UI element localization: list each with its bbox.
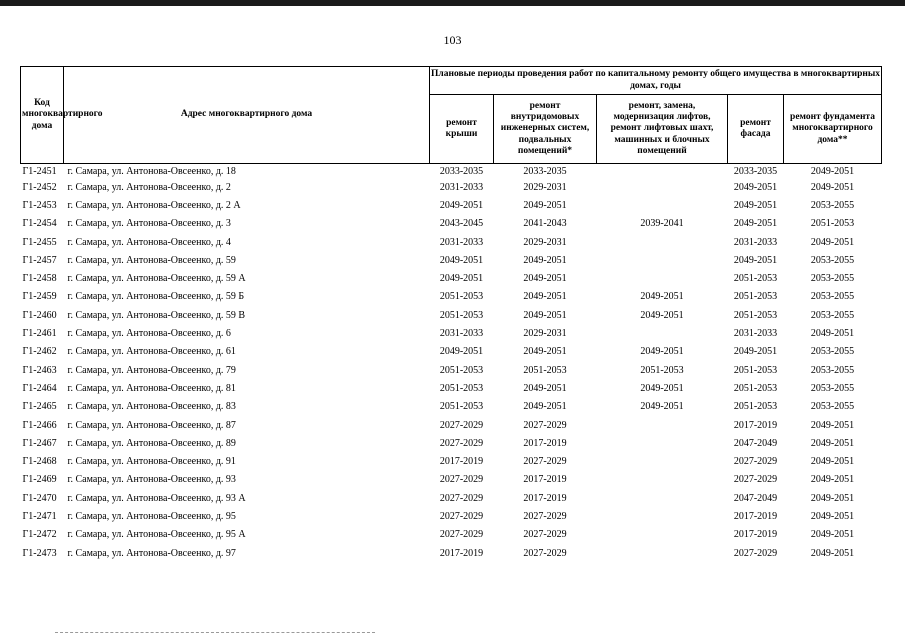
facade-repair-cell: 2051-2053 [733, 309, 778, 321]
table-row [21, 434, 882, 452]
address-cell: г. Самара, ул. Антонова-Овсеенко, д. 93 А [67, 492, 246, 504]
header-roof: ремонт крыши [430, 95, 494, 164]
foundation-repair-cell: 2049-2051 [810, 437, 855, 449]
address-cell: г. Самара, ул. Антонова-Овсеенко, д. 2 [67, 181, 231, 193]
facade-repair-cell: 2051-2053 [733, 291, 778, 303]
address-cell: г. Самара, ул. Антонова-Овсеенко, д. 95 [67, 510, 236, 522]
table-row [21, 288, 882, 306]
table-row [21, 452, 882, 470]
facade-repair-cell: 2027-2029 [733, 456, 778, 468]
foundation-repair-cell: 2049-2051 [810, 456, 855, 468]
house-code-cell: Г1-2472 [22, 529, 57, 541]
lift-repair-cell [597, 196, 728, 214]
house-code-cell: Г1-2466 [22, 419, 57, 431]
facade-repair-cell: 2017-2019 [733, 529, 778, 541]
house-code-cell: Г1-2459 [22, 291, 57, 303]
table-row [21, 164, 882, 179]
foundation-repair-cell: 2053-2055 [810, 309, 855, 321]
roof-repair-cell: 2051-2053 [439, 291, 484, 303]
roof-repair-cell: 2031-2033 [439, 328, 484, 340]
facade-repair-cell: 2027-2029 [733, 547, 778, 559]
foundation-repair-cell: 2053-2055 [810, 199, 855, 211]
house-code-cell: Г1-2471 [22, 510, 57, 522]
facade-repair-cell: 2051-2053 [733, 364, 778, 376]
address-cell: г. Самара, ул. Антонова-Овсеенко, д. 61 [67, 346, 236, 358]
facade-repair-cell: 2049-2051 [733, 346, 778, 358]
systems-repair-cell: 2027-2029 [523, 547, 567, 559]
table-body [21, 164, 882, 563]
foundation-repair-cell: 2049-2051 [810, 419, 855, 431]
systems-repair-cell: 2029-2031 [523, 328, 567, 340]
house-code-cell: Г1-2468 [22, 456, 57, 468]
lift-repair-cell [597, 489, 728, 507]
address-cell: г. Самара, ул. Антонова-Овсеенко, д. 59 В [67, 309, 246, 321]
foundation-repair-cell: 2051-2053 [810, 218, 855, 230]
foundation-repair-cell: 2053-2055 [810, 346, 855, 358]
address-cell: г. Самара, ул. Антонова-Овсеенко, д. 79 [67, 364, 236, 376]
table-row [21, 196, 882, 214]
roof-repair-cell: 2017-2019 [439, 547, 484, 559]
address-cell: г. Самара, ул. Антонова-Овсеенко, д. 6 [67, 328, 231, 340]
facade-repair-cell: 2049-2051 [733, 218, 778, 230]
facade-repair-cell: 2031-2033 [733, 328, 778, 340]
address-cell: г. Самара, ул. Антонова-Овсеенко, д. 87 [67, 419, 236, 431]
roof-repair-cell: 2027-2029 [439, 437, 484, 449]
systems-repair-cell: 2049-2051 [523, 346, 567, 358]
roof-repair-cell: 2049-2051 [439, 346, 484, 358]
header-foundation: ремонт фундамента многоквартирного дома** [784, 95, 882, 164]
house-code-cell: Г1-2463 [22, 364, 57, 376]
roof-repair-cell: 2049-2051 [439, 273, 484, 285]
lift-repair-cell [597, 471, 728, 489]
foundation-repair-cell: 2053-2055 [810, 291, 855, 303]
address-cell: г. Самара, ул. Антонова-Овсеенко, д. 59 [67, 254, 236, 266]
table-row [21, 489, 882, 507]
roof-repair-cell: 2051-2053 [439, 364, 484, 376]
house-code-cell: Г1-2455 [22, 236, 57, 248]
foundation-repair-cell: 2049-2051 [810, 492, 855, 504]
roof-repair-cell: 2027-2029 [439, 529, 484, 541]
house-code-cell: Г1-2460 [22, 309, 57, 321]
roof-repair-cell: 2031-2033 [439, 236, 484, 248]
table-row [21, 306, 882, 324]
roof-repair-cell: 2027-2029 [439, 474, 484, 486]
roof-repair-cell: 2043-2045 [439, 218, 484, 230]
address-cell: г. Самара, ул. Антонова-Овсеенко, д. 97 [67, 547, 236, 559]
table-row [21, 526, 882, 544]
house-code-cell: Г1-2470 [22, 492, 57, 504]
lift-repair-cell [597, 526, 728, 544]
roof-repair-cell: 2033-2035 [439, 165, 484, 177]
systems-repair-cell: 2017-2019 [523, 437, 567, 449]
house-code-cell: Г1-2462 [22, 346, 57, 358]
address-cell: г. Самара, ул. Антонова-Овсеенко, д. 4 [67, 236, 231, 248]
table-row [21, 471, 882, 489]
systems-repair-cell: 2051-2053 [523, 364, 567, 376]
systems-repair-cell: 2017-2019 [523, 474, 567, 486]
facade-repair-cell: 2051-2053 [733, 382, 778, 394]
table-row [21, 379, 882, 397]
house-code-cell: Г1-2451 [22, 165, 57, 177]
foundation-repair-cell: 2049-2051 [810, 474, 855, 486]
systems-repair-cell: 2049-2051 [523, 291, 567, 303]
house-code-cell: Г1-2452 [22, 181, 57, 193]
house-code-cell: Г1-2458 [22, 273, 57, 285]
address-cell: г. Самара, ул. Антонова-Овсеенко, д. 83 [67, 401, 236, 413]
foundation-repair-cell: 2053-2055 [810, 364, 855, 376]
footer-rule [55, 632, 375, 633]
house-code-cell: Г1-2469 [22, 474, 57, 486]
facade-repair-cell: 2047-2049 [733, 492, 778, 504]
facade-repair-cell: 2049-2051 [733, 181, 778, 193]
foundation-repair-cell: 2049-2051 [810, 547, 855, 559]
table-row [21, 416, 882, 434]
roof-repair-cell: 2027-2029 [439, 419, 484, 431]
page-number: 103 [443, 33, 462, 47]
facade-repair-cell: 2051-2053 [733, 401, 778, 413]
lift-repair-cell [597, 324, 728, 342]
lift-repair-cell [597, 251, 728, 269]
lift-repair-cell: 2049-2051 [640, 401, 684, 413]
address-cell: г. Самара, ул. Антонова-Овсеенко, д. 3 [67, 218, 231, 230]
foundation-repair-cell: 2049-2051 [810, 165, 855, 177]
lift-repair-cell [597, 452, 728, 470]
facade-repair-cell: 2047-2049 [733, 437, 778, 449]
table-row [21, 215, 882, 233]
lift-repair-cell [597, 269, 728, 287]
lift-repair-cell: 2051-2053 [640, 364, 684, 376]
systems-repair-cell: 2049-2051 [523, 254, 567, 266]
house-code-cell: Г1-2461 [22, 328, 57, 340]
foundation-repair-cell: 2049-2051 [810, 181, 855, 193]
systems-repair-cell: 2017-2019 [523, 492, 567, 504]
table-row [21, 324, 882, 342]
address-cell: г. Самара, ул. Антонова-Овсеенко, д. 89 [67, 437, 236, 449]
roof-repair-cell: 2051-2053 [439, 309, 484, 321]
house-code-cell: Г1-2465 [22, 401, 57, 413]
lift-repair-cell: 2039-2041 [640, 218, 684, 230]
foundation-repair-cell: 2053-2055 [810, 254, 855, 266]
house-code-cell: Г1-2457 [22, 254, 57, 266]
lift-repair-cell: 2049-2051 [640, 346, 684, 358]
lift-repair-cell: 2049-2051 [640, 309, 684, 321]
table-row [21, 251, 882, 269]
scan-top-border [0, 0, 905, 6]
table-row [21, 233, 882, 251]
header-code: Код многоквартирного дома [21, 67, 64, 164]
lift-repair-cell [597, 434, 728, 452]
address-cell: г. Самара, ул. Антонова-Овсеенко, д. 81 [67, 382, 236, 394]
roof-repair-cell: 2027-2029 [439, 510, 484, 522]
lift-repair-cell [597, 544, 728, 562]
house-code-cell: Г1-2454 [22, 218, 57, 230]
systems-repair-cell: 2027-2029 [523, 419, 567, 431]
foundation-repair-cell: 2049-2051 [810, 529, 855, 541]
address-cell: г. Самара, ул. Антонова-Овсеенко, д. 59 Б [67, 291, 245, 303]
address-cell: г. Самара, ул. Антонова-Овсеенко, д. 95 А [67, 529, 246, 541]
house-code-cell: Г1-2473 [22, 547, 57, 559]
address-cell: г. Самара, ул. Антонова-Овсеенко, д. 91 [67, 456, 236, 468]
table-row [21, 361, 882, 379]
facade-repair-cell: 2027-2029 [733, 474, 778, 486]
table-row [21, 343, 882, 361]
systems-repair-cell: 2029-2031 [523, 236, 567, 248]
table-row [21, 269, 882, 287]
lift-repair-cell: 2049-2051 [640, 382, 684, 394]
foundation-repair-cell: 2053-2055 [810, 273, 855, 285]
address-cell: г. Самара, ул. Антонова-Овсеенко, д. 2 А [67, 199, 241, 211]
systems-repair-cell: 2049-2051 [523, 309, 567, 321]
systems-repair-cell: 2049-2051 [523, 401, 567, 413]
header-lifts: ремонт, замена, модернизация лифтов, ремонт лифтовых шахт, машинных и блочных помещений [597, 95, 728, 164]
foundation-repair-cell: 2053-2055 [810, 382, 855, 394]
facade-repair-cell: 2049-2051 [733, 254, 778, 266]
facade-repair-cell: 2031-2033 [733, 236, 778, 248]
table-row [21, 544, 882, 562]
systems-repair-cell: 2041-2043 [523, 218, 567, 230]
systems-repair-cell: 2049-2051 [523, 199, 567, 211]
facade-repair-cell: 2033-2035 [733, 165, 778, 177]
lift-repair-cell [597, 233, 728, 251]
repair-schedule-table [20, 66, 882, 562]
house-code-cell: Г1-2467 [22, 437, 57, 449]
header-planned-periods: Плановые периоды проведения работ по капитальному ремонту общего имущества в многоквартирных домах, годы [430, 67, 882, 95]
facade-repair-cell: 2051-2053 [733, 273, 778, 285]
systems-repair-cell: 2049-2051 [523, 382, 567, 394]
systems-repair-cell: 2049-2051 [523, 273, 567, 285]
address-cell: г. Самара, ул. Антонова-Овсеенко, д. 93 [67, 474, 236, 486]
lift-repair-cell [597, 164, 728, 179]
facade-repair-cell: 2017-2019 [733, 510, 778, 522]
header-facade: ремонт фасада [728, 95, 784, 164]
lift-repair-cell [597, 178, 728, 196]
house-code-cell: Г1-2464 [22, 382, 57, 394]
lift-repair-cell [597, 507, 728, 525]
table-row [21, 178, 882, 196]
systems-repair-cell: 2027-2029 [523, 456, 567, 468]
facade-repair-cell: 2017-2019 [733, 419, 778, 431]
lift-repair-cell [597, 416, 728, 434]
roof-repair-cell: 2017-2019 [439, 456, 484, 468]
address-cell: г. Самара, ул. Антонова-Овсеенко, д. 59 А [67, 273, 246, 285]
foundation-repair-cell: 2049-2051 [810, 328, 855, 340]
systems-repair-cell: 2027-2029 [523, 529, 567, 541]
roof-repair-cell: 2051-2053 [439, 401, 484, 413]
systems-repair-cell: 2029-2031 [523, 181, 567, 193]
table-row [21, 398, 882, 416]
foundation-repair-cell: 2049-2051 [810, 236, 855, 248]
systems-repair-cell: 2033-2035 [523, 165, 567, 177]
roof-repair-cell: 2049-2051 [439, 254, 484, 266]
systems-repair-cell: 2027-2029 [523, 510, 567, 522]
house-code-cell: Г1-2453 [22, 199, 57, 211]
roof-repair-cell: 2049-2051 [439, 199, 484, 211]
lift-repair-cell: 2049-2051 [640, 291, 684, 303]
foundation-repair-cell: 2049-2051 [810, 510, 855, 522]
foundation-repair-cell: 2053-2055 [810, 401, 855, 413]
table-row [21, 507, 882, 525]
roof-repair-cell: 2051-2053 [439, 382, 484, 394]
header-systems: ремонт внутридомовых инженерных систем, подвальных помещений* [494, 95, 597, 164]
facade-repair-cell: 2049-2051 [733, 199, 778, 211]
roof-repair-cell: 2031-2033 [439, 181, 484, 193]
header-address: Адрес многоквартирного дома [64, 67, 430, 164]
address-cell: г. Самара, ул. Антонова-Овсеенко, д. 18 [67, 165, 236, 177]
roof-repair-cell: 2027-2029 [439, 492, 484, 504]
